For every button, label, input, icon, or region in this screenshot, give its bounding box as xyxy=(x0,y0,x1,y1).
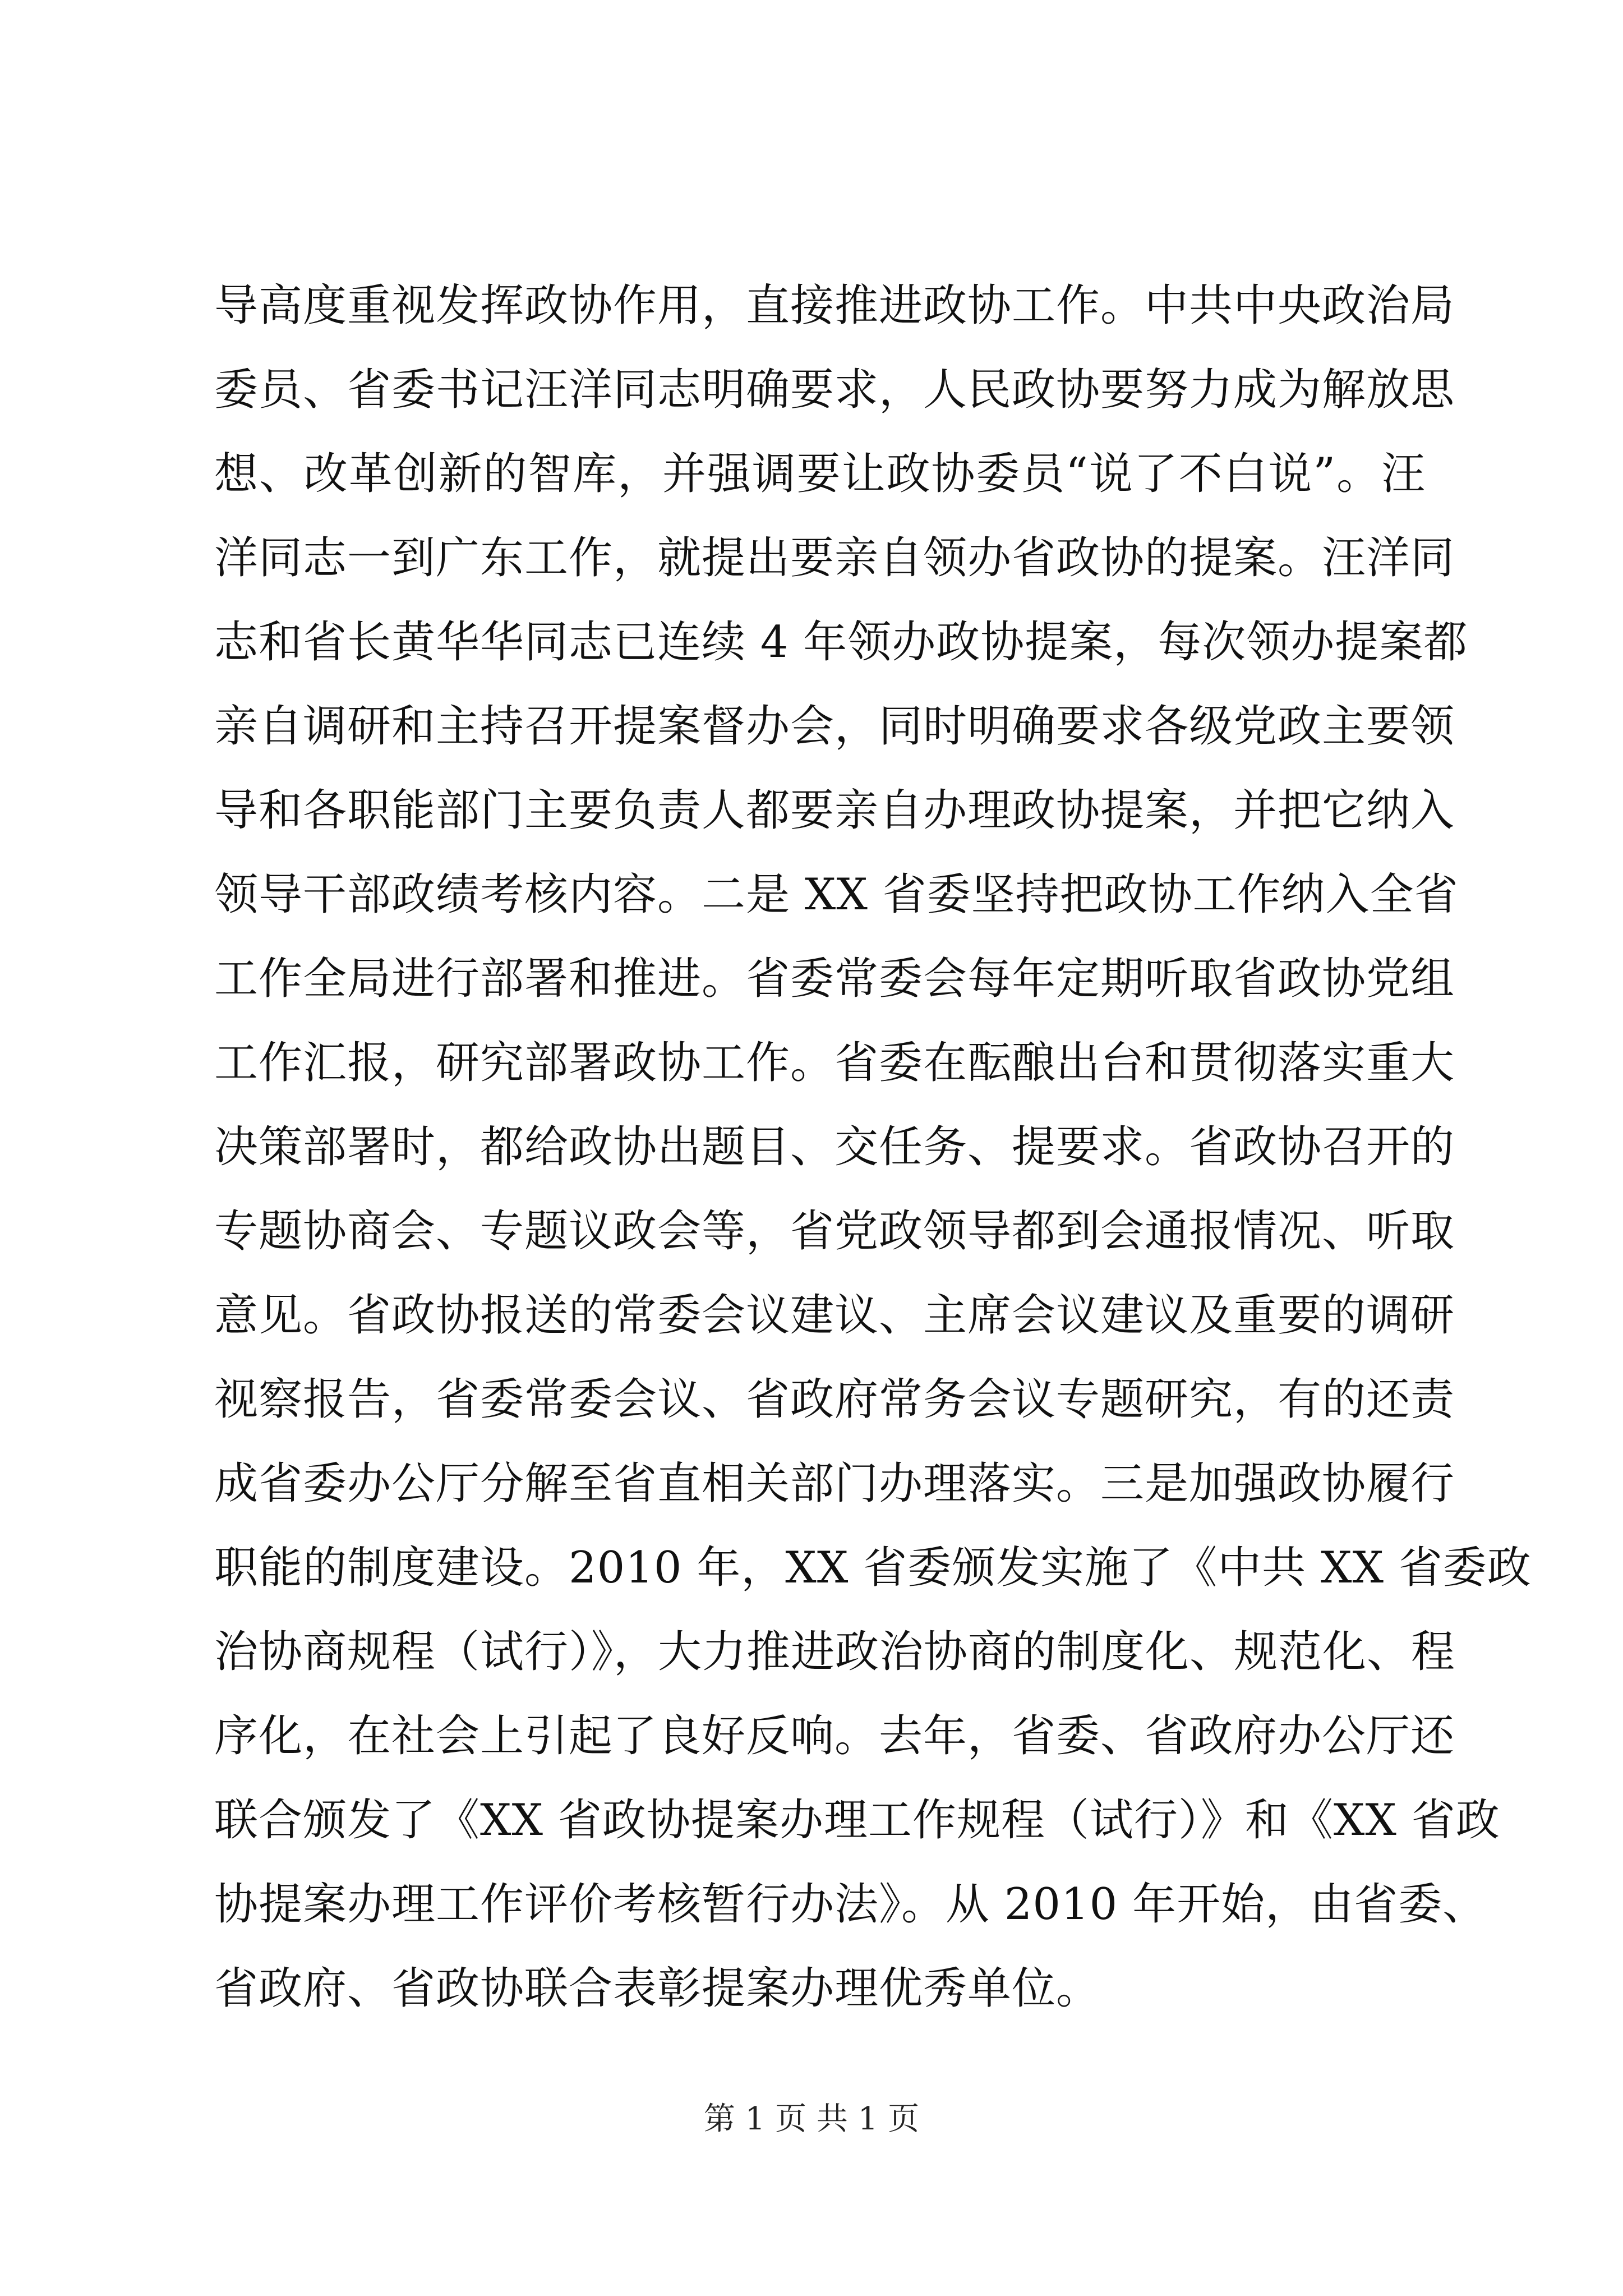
text-line: 联合颁发了《XX 省政协提案办理工作规程（试行）》和《XX 省政 xyxy=(214,1795,1500,1846)
text-line: 工作全局进行部署和推进。省委常委会每年定期听取省政协党组 xyxy=(214,954,1455,1004)
text-line: 志和省长黄华华同志已连续 4 年领办政协提案，每次领办提案都 xyxy=(214,617,1468,668)
text-line: 专题协商会、专题议政会等，省党政领导都到会通报情况、听取 xyxy=(214,1206,1455,1257)
page-number-footer: 第 1 页 共 1 页 xyxy=(703,2101,920,2137)
text-line: 成省委办公厅分解至省直相关部门办理落实。三是加强政协履行 xyxy=(214,1458,1455,1509)
text-line: 领导干部政绩考核内容。二是 XX 省委坚持把政协工作纳入全省 xyxy=(214,869,1459,920)
text-line: 导高度重视发挥政协作用，直接推进政协工作。中共中央政治局 xyxy=(214,280,1455,331)
text-line: 职能的制度建设。2010 年，XX 省委颁发实施了《中共 XX 省委政 xyxy=(214,1543,1532,1593)
text-line: 决策部署时，都给政协出题目、交任务、提要求。省政协召开的 xyxy=(214,1122,1455,1172)
text-line: 治协商规程（试行）》，大力推进政治协商的制度化、规范化、程 xyxy=(214,1627,1456,1677)
text-line: 序化，在社会上引起了良好反响。去年，省委、省政府办公厅还 xyxy=(214,1711,1455,1761)
text-line: 工作汇报，研究部署政协工作。省委在酝酿出台和贯彻落实重大 xyxy=(214,1038,1455,1088)
text-line: 视察报告，省委常委会议、省政府常务会议专题研究，有的还责 xyxy=(214,1374,1455,1425)
text-line: 意见。省政协报送的常委会议建议、主席会议建议及重要的调研 xyxy=(214,1290,1455,1341)
text-line: 导和各职能部门主要负责人都要亲自办理政协提案，并把它纳入 xyxy=(214,785,1455,836)
text-line: 省政府、省政协联合表彰提案办理优秀单位。 xyxy=(214,1963,1101,2014)
text-line: 协提案办理工作评价考核暂行办法》。从 2010 年开始，由省委、 xyxy=(214,1879,1487,1930)
text-line: 亲自调研和主持召开提案督办会，同时明确要求各级党政主要领 xyxy=(214,701,1455,752)
text-line: 委员、省委书记汪洋同志明确要求，人民政协要努力成为解放思 xyxy=(214,365,1455,415)
text-line: 想、改革创新的智库，并强调要让政协委员“说了不白说”。汪 xyxy=(214,449,1426,499)
body-text xyxy=(214,264,1532,2031)
text-line: 洋同志一到广东工作，就提出要亲自领办省政协的提案。汪洋同 xyxy=(214,533,1455,583)
